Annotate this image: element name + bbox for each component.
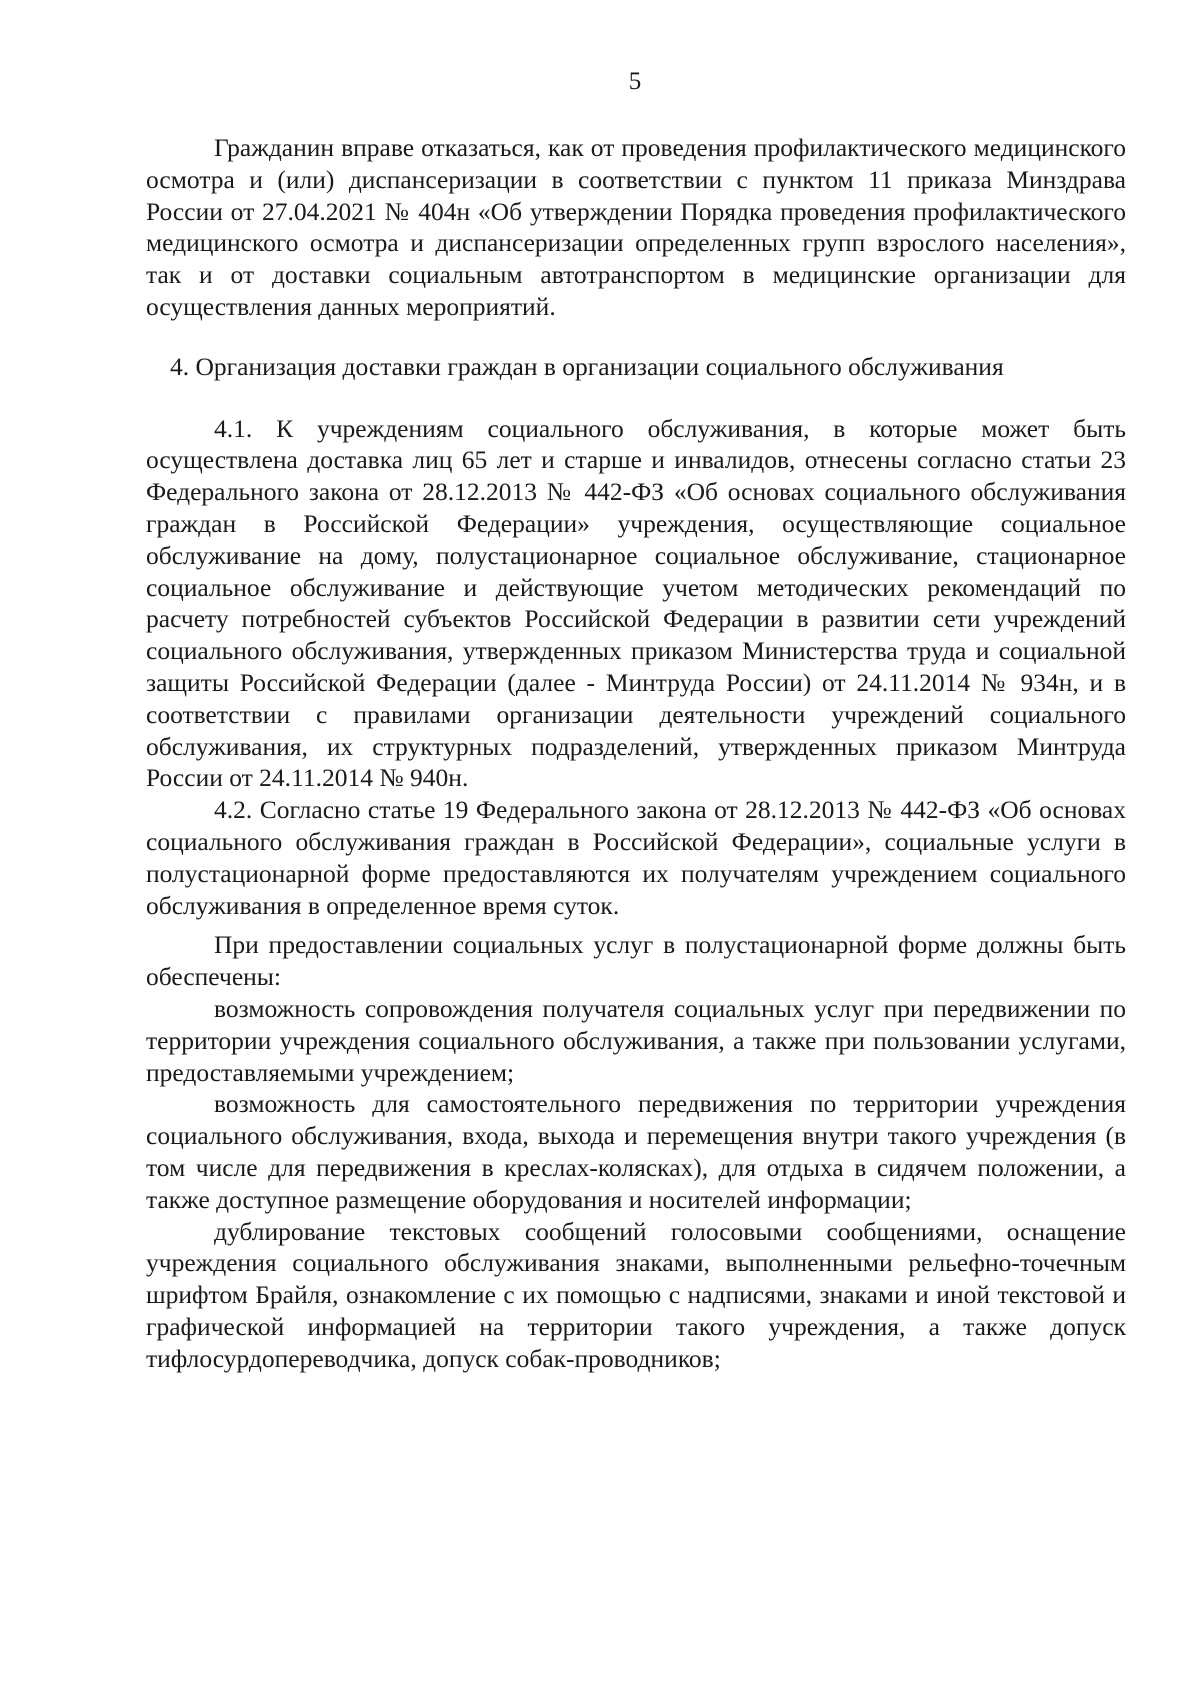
paragraph-escort: возможность сопровождения получателя социальных услуг при передвижении по территории учреждения социального обслуживания, а также при пользовании услугами, предоставляемыми учреждением; [146,993,1126,1087]
paragraph-mobility: возможность для самостоятельного передвижения по территории учреждения социального обслуживания, входа, выхода и перемещения внутри такого учреждения (в том числе для передвижения в креслах-колясках), для отдыха в сидячем положении, а также доступное размещение оборудования и носителей информации; [146,1089,1126,1214]
page-number: 5 [628,68,642,95]
section-4-heading: 4. Организация доставки граждан в организации социального обслуживания [170,351,1004,381]
document-body [146,132,1126,1374]
paragraph-duplication: дублирование текстовых сообщений голосовыми сообщениями, оснащение учреждения социального обслуживания знаками, выполненными рельефно-точечным шрифтом Брайля, ознакомление с их помощью с надписями, знаками и иной текстовой и графической информацией на территории такого учреждения, а также допуск тифлосурдопереводчика, допуск собак-проводников; [146,1216,1126,1373]
paragraph-provision: При предоставлении социальных услуг в полустационарной форме должны быть обеспечены: [146,930,1126,992]
paragraph-refusal: Гражданин вправе отказаться, как от проведения профилактического медицинского осмотра и (или) диспансеризации в соответствии с пунктом 11 приказа Минздрава России от 27.04.2021 № 404н «Об утверждении Порядка проведения профилактического медицинского осмотра и диспансеризации определенных групп взрослого населения», так и от доставки социальным автотранспортом в медицинские организации для осуществления данных мероприятий. [146,133,1126,321]
paragraph-4-2: 4.2. Согласно статье 19 Федерального закона от 28.12.2013 № 442-ФЗ «Об основах социального обслуживания граждан в Российской Федерации», социальные услуги в полустационарной форме предоставляются их получателям учреждением социального обслуживания в определенное время суток. [146,795,1126,920]
paragraph-4-1: 4.1. К учреждениям социального обслуживания, в которые может быть осуществлена доставка лиц 65 лет и старше и инвалидов, отнесены согласно статьи 23 Федерального закона от 28.12.2013 № 442-ФЗ «Об основах социального обслуживания граждан в Российской Федерации» учреждения, осуществляющие социальное обслуживание на дому, полустационарное социальное обслуживание, стационарное социальное обслуживание и действующие учетом методических рекомендаций по расчету потребностей субъектов Российской Федерации в развитии сети учреждений социального обслуживания, утвержденных приказом Министерства труда и социальной защиты Российской Федерации (далее - Минтруда России) от 24.11.2014 № 934н, и в соответствии с правилами организации деятельности учреждений социального обслуживания, их структурных подразделений, утвержденных приказом Минтруда России от 24.11.2014 № 940н. [146,413,1126,793]
